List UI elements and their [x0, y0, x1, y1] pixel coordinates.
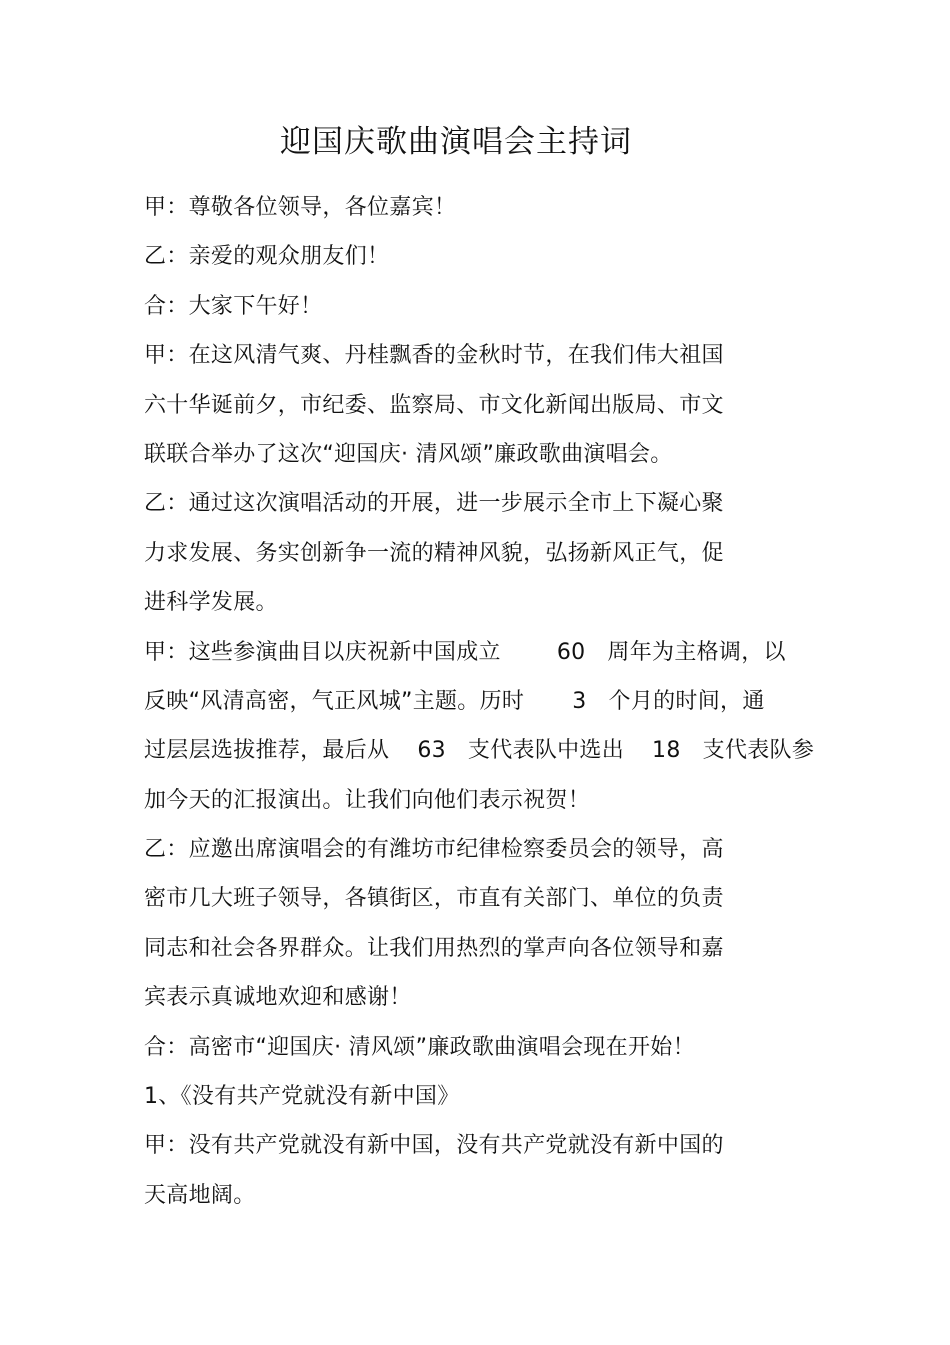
paragraph-line: 力求发展、务实创新争一流的精神风貌，弘扬新风正气，促 — [144, 540, 724, 566]
line-segment: 个月的时间，通 — [608, 688, 765, 714]
paragraph-line: 甲：尊敬各位领导，各位嘉宾！ — [144, 195, 457, 220]
line-number: 63 — [417, 738, 446, 764]
line-number: 60 — [556, 639, 586, 665]
section-heading: 1、《没有共产党就没有新中国》 — [144, 1084, 460, 1110]
line-segment: 支代表队参 — [702, 738, 815, 764]
paragraph-line: 合：大家下午好！ — [144, 293, 323, 319]
paragraph-line: 六十华诞前夕，市纪委、监察局、市文化新闻出版局、市文 — [144, 392, 724, 418]
paragraph-line: 甲：没有共产党就没有新中国，没有共产党就没有新中国的 — [144, 1133, 724, 1159]
paragraph-line: 乙：通过这次演唱活动的开展，进一步展示全市上下凝心聚 — [144, 491, 724, 517]
line-segment: 周年为主格调，以 — [607, 639, 786, 665]
paragraph-line: 进科学发展。 — [144, 590, 278, 616]
line-segment: 甲：这些参演曲目以庆祝新中国成立 — [144, 639, 501, 665]
paragraph-line — [144, 726, 815, 775]
paragraph-line: 合：高密市“迎国庆· 清风颂”廉政歌曲演唱会现在开始！ — [144, 1034, 695, 1060]
paragraph-line: 宾表示真诚地欢迎和感谢！ — [144, 985, 412, 1011]
line-segment: 反映“风清高密，气正风城”主题。历时 — [144, 688, 525, 714]
line-number: 18 — [652, 738, 681, 764]
paragraph-line — [144, 677, 804, 726]
paragraph-line: 甲：在这风清气爽、丹桂飘香的金秋时节，在我们伟大祖国 — [144, 343, 724, 369]
paragraph-line: 密市几大班子领导，各镇街区，市直有关部门、单位的负责 — [144, 886, 724, 912]
paragraph-line: 联联合举办了这次“迎国庆· 清风颂”廉政歌曲演唱会。 — [144, 441, 673, 467]
paragraph-line — [144, 628, 804, 677]
document-body — [144, 183, 815, 1220]
paragraph-line: 乙：应邀出席演唱会的有潍坊市纪律检察委员会的领导，高 — [144, 837, 724, 863]
line-number: 3 — [572, 688, 587, 714]
paragraph-line: 加今天的汇报演出。让我们向他们表示祝贺！ — [144, 787, 591, 813]
line-segment: 过层层选拔推荐，最后从 — [144, 738, 390, 764]
paragraph-line: 乙：亲爱的观众朋友们！ — [144, 244, 390, 270]
paragraph-line: 天高地阔。 — [144, 1182, 256, 1208]
document-title: 迎国庆歌曲演唱会主持词 — [280, 124, 632, 160]
line-segment: 支代表队中选出 — [467, 738, 625, 764]
paragraph-line: 同志和社会各界群众。让我们用热烈的掌声向各位领导和嘉 — [144, 935, 724, 961]
